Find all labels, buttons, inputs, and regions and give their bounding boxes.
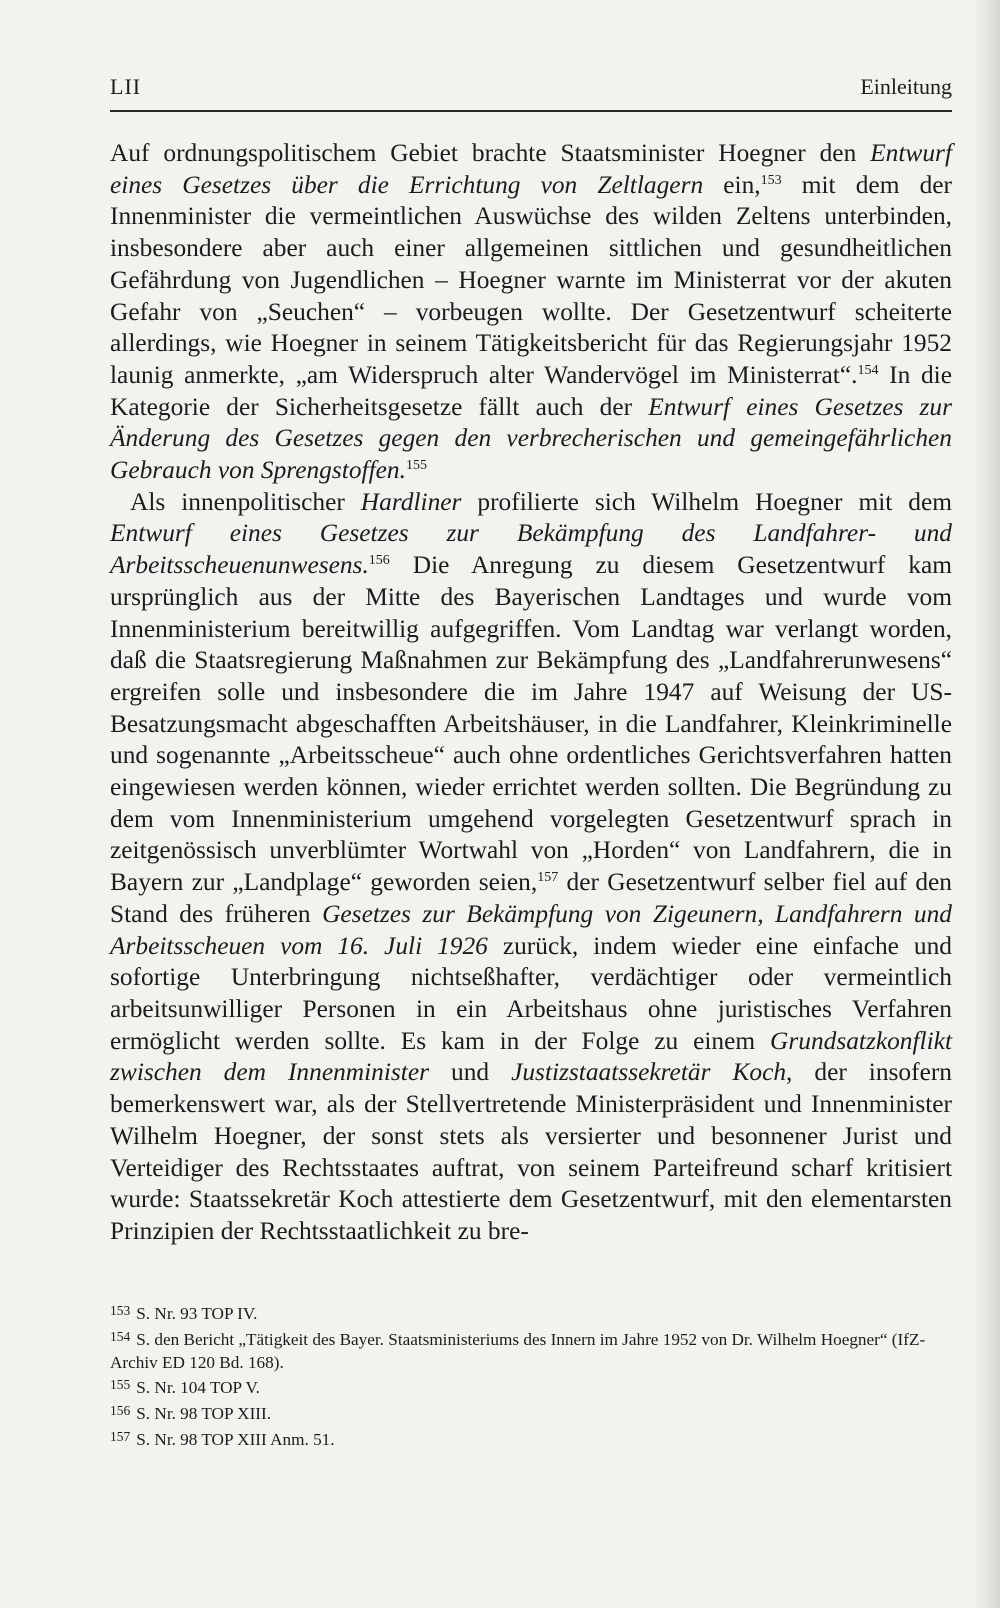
footnote-number: 153	[110, 1303, 131, 1318]
footnote	[110, 1400, 952, 1426]
text-run: Die Anregung zu diesem Gesetzentwurf kam ursprünglich aus der Mitte des Bayerischen Landtages und wurde vom Innenministerium bereitwillig aufgegriffen. Vom Landtag war verlangt worden, daß die Staatsregierung Maßnahmen zur Bekämpfung des „Landfahrerunwesens“ ergreifen solle und insbesondere die im Jahre 1947 auf Weisung der US-Besatzungsmacht abgeschafften Arbeitshäuser, in die Landfahrer, Kleinkriminelle und sogenannte „Arbeitsscheue“ auch ohne ordentliches Gerichtsverfahren hatten eingewiesen werden können, wieder errichtet werden sollten. Die Begründung zu dem vom Innenministerium umgehend vorgelegten Gesetzentwurf sprach in zeitgenössisch unverblümter Wortwahl von „Horden“ von Landfahrern, die in Bayern zur „Landplage“ geworden seien,	[110, 551, 952, 897]
footnote-reference: 157	[537, 870, 559, 886]
paragraph	[110, 138, 952, 487]
text-run: mit dem der Innenminister die vermeintlichen Auswüchse des wilden Zeltens unterbinden, insbesondere aber auch einer allgemeinen sittlichen und gesundheitlichen Gefährdung von Jugendlichen – Hoegner warnte im Ministerrat vor der akuten Gefahr von „Seuchen“ – vorbeugen wollte. Der Gesetzentwurf scheiterte allerdings, wie Hoegner in seinem Tätigkeitsbericht für das Regierungsjahr 1952 launig anmerkte, „am Widerspruch alter Wandervögel im Ministerrat“.	[110, 170, 952, 389]
text-run: ein,	[703, 170, 761, 199]
text-run: profilierte sich Wilhelm Hoegner mit dem	[461, 487, 952, 516]
footnote	[110, 1326, 952, 1375]
italic-title: Entwurf eines Gesetzes über die Errichtung von Zeltlagern	[110, 139, 952, 199]
footnote-reference: 156	[368, 553, 390, 569]
page-edge-shadow	[974, 0, 1000, 1608]
footnote-number: 157	[110, 1428, 131, 1444]
footnotes	[110, 1300, 952, 1452]
footnote-text: S. Nr. 104 TOP V.	[136, 1378, 260, 1398]
body-text	[110, 138, 952, 1248]
footnote-reference: 155	[405, 458, 427, 474]
text-run: , der insofern bemerkenswert war, als der Stellvertretende Ministerpräsident und Innenminister Wilhelm Hoegner, der sonst stets als versierter und besonnener Jurist und Verteidiger des Rechtsstaates auftrat, von seinem Parteifreund scharf kritisiert wurde: Staatssekretär Koch attestierte dem Gesetzentwurf, mit den elementarsten Prinzipien der Rechtsstaatlichkeit zu bre-	[110, 1058, 953, 1245]
footnote	[110, 1374, 952, 1400]
text-run: und	[429, 1058, 512, 1087]
page-number: LII	[110, 74, 142, 99]
footnote-text: S. den Bericht „Tätigkeit des Bayer. Staatsministeriums des Innern im Jahre 1952 von Dr. Wilhelm Hoegner“ (IfZ-Archiv ED 120 Bd. 168).	[110, 1329, 926, 1372]
text-run: In die Kategorie der Sicherheitsgesetze fällt auch der	[110, 360, 952, 421]
footnote-number: 154	[110, 1328, 131, 1344]
footnote-number: 156	[110, 1403, 131, 1419]
footnote-reference: 153	[760, 172, 782, 188]
footnote	[110, 1426, 952, 1452]
footnote-number: 155	[110, 1377, 131, 1393]
text-run: Auf ordnungspolitischem Gebiet brachte Staatsminister Hoegner den	[110, 139, 871, 167]
header-rule	[110, 110, 952, 112]
paragraph	[110, 487, 952, 1248]
italic-title: Entwurf eines Gesetzes zur Bekämpfung des Landfahrer- und Arbeitsscheuenunwesens.	[110, 519, 952, 580]
text-run: der Gesetzentwurf selber fiel auf den Stand des früheren	[110, 868, 952, 928]
footnote-text: S. Nr. 98 TOP XIII Anm. 51.	[136, 1429, 335, 1449]
italic-title: Gesetzes zur Bekämpfung von Zigeunern, Landfahrern und Arbeitsscheuen vom 16. Juli 1926	[110, 899, 952, 960]
italic-title: Entwurf eines Gesetzes zur Änderung des Gesetzes gegen den verbrecherischen und gemeingefährlichen Gebrauch von Sprengstoffen.	[110, 392, 952, 485]
italic-title: Grundsatzkonflikt zwischen dem Innenminister	[110, 1026, 952, 1087]
text-run: Als innenpolitischer	[130, 487, 361, 516]
italic-title: Hardliner	[360, 487, 462, 516]
footnote	[110, 1300, 952, 1326]
section-title: Einleitung	[860, 74, 952, 99]
footnote-text: S. Nr. 93 TOP IV.	[136, 1304, 258, 1323]
italic-title: Justizstaatssekretär Koch	[511, 1058, 787, 1087]
running-header	[110, 74, 952, 110]
footnote-reference: 154	[857, 362, 879, 378]
footnote-text: S. Nr. 98 TOP XIII.	[136, 1404, 272, 1424]
text-run: zurück, indem wieder eine einfache und sofortige Unterbringung nichtseßhafter, verdächtiger oder vermeintlich arbeitsunwilliger Personen in ein Arbeitshaus ohne juristisches Verfahren ermöglicht werden sollte. Es kam in der Folge zu einem	[110, 931, 952, 1055]
